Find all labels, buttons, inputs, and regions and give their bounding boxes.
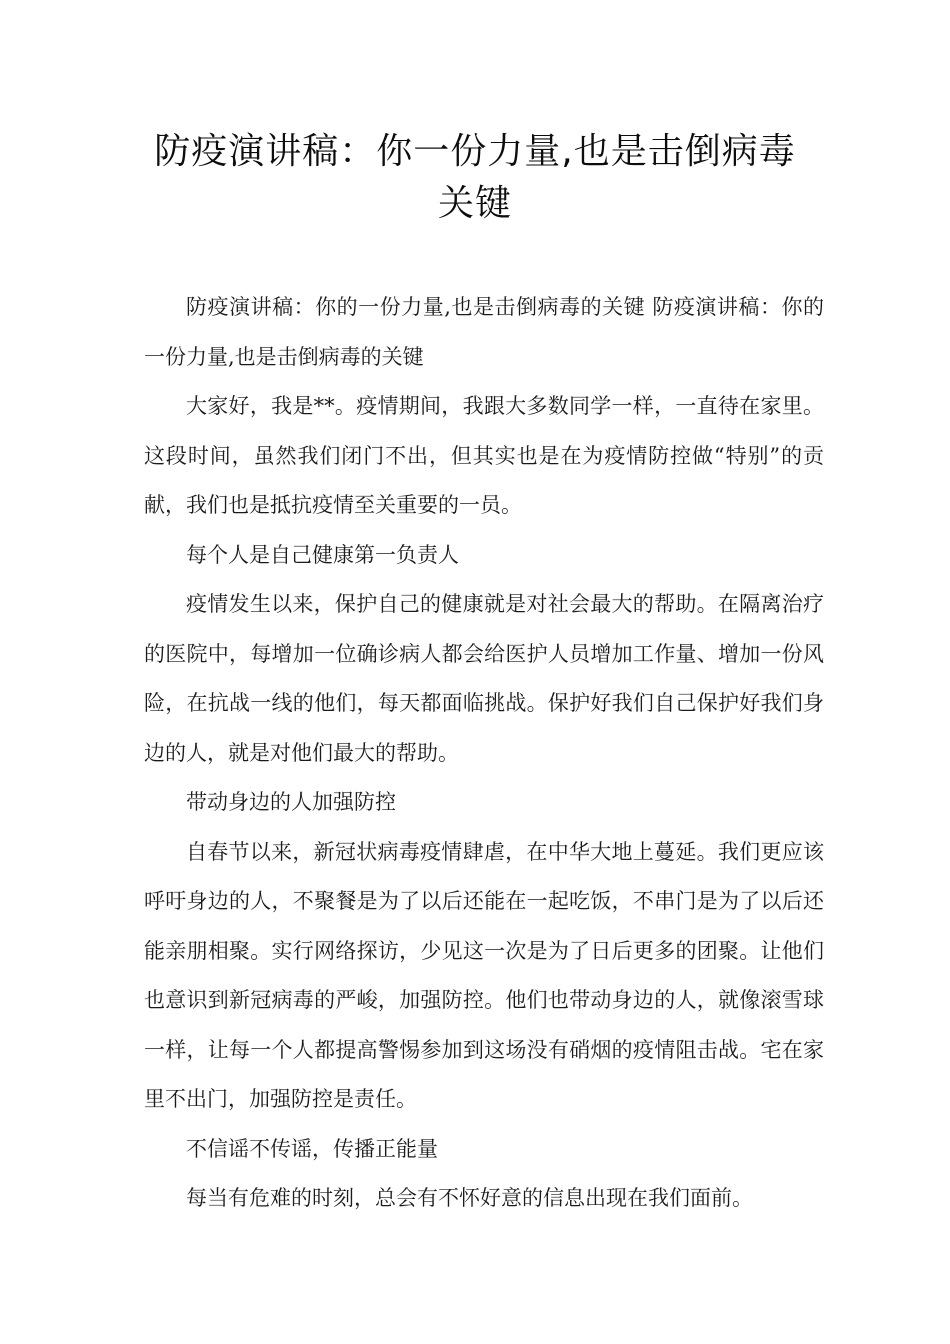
paragraph-health: 疫情发生以来，保护自己的健康就是对社会最大的帮助。在隔离治疗的医院中，每增加一位确诊病人都会给医护人员增加工作量、增加一份风险，在抗战一线的他们，每天都面临挑战。保护好我们自己保护好我们身边的人，就是对他们最大的帮助。 xyxy=(144,592,824,765)
section-heading-prevention: 带动身边的人加强防控 xyxy=(186,790,396,814)
paragraph-prevention: 自春节以来，新冠状病毒疫情肆虐，在中华大地上蔓延。我们更应该呼吁身边的人，不聚餐是为了以后还能在一起吃饭，不串门是为了以后还能亲朋相聚。实行网络探访，少见这一次是为了日后更多的团聚。让他们也意识到新冠病毒的严峻，加强防控。他们也带动身边的人，就像滚雪球一样，让每一个人都提高警惕参加到这场没有硝烟的疫情阻击战。宅在家里不出门，加强防控是责任。 xyxy=(144,839,824,1111)
paragraph-greeting: 大家好，我是**。疫情期间，我跟大多数同学一样，一直待在家里。这段时间，虽然我们闭门不出，但其实也是在为疫情防控做“特别”的贡献，我们也是抵抗疫情至关重要的一员。 xyxy=(144,394,824,517)
document-body xyxy=(144,283,824,1224)
document-title: 防疫演讲稿：你一份力量,也是击倒病毒关键 xyxy=(154,131,796,224)
section-heading-health: 每个人是自己健康第一负责人 xyxy=(186,542,459,567)
paragraph-intro: 防疫演讲稿：你的一份力量,也是击倒病毒的关键 防疫演讲稿：你的一份力量,也是击倒病毒的关键 xyxy=(144,295,824,369)
paragraph-rumors: 每当有危难的时刻，总会有不怀好意的信息出现在我们面前。 xyxy=(186,1186,753,1210)
section-heading-rumors: 不信谣不传谣，传播正能量 xyxy=(186,1136,438,1161)
